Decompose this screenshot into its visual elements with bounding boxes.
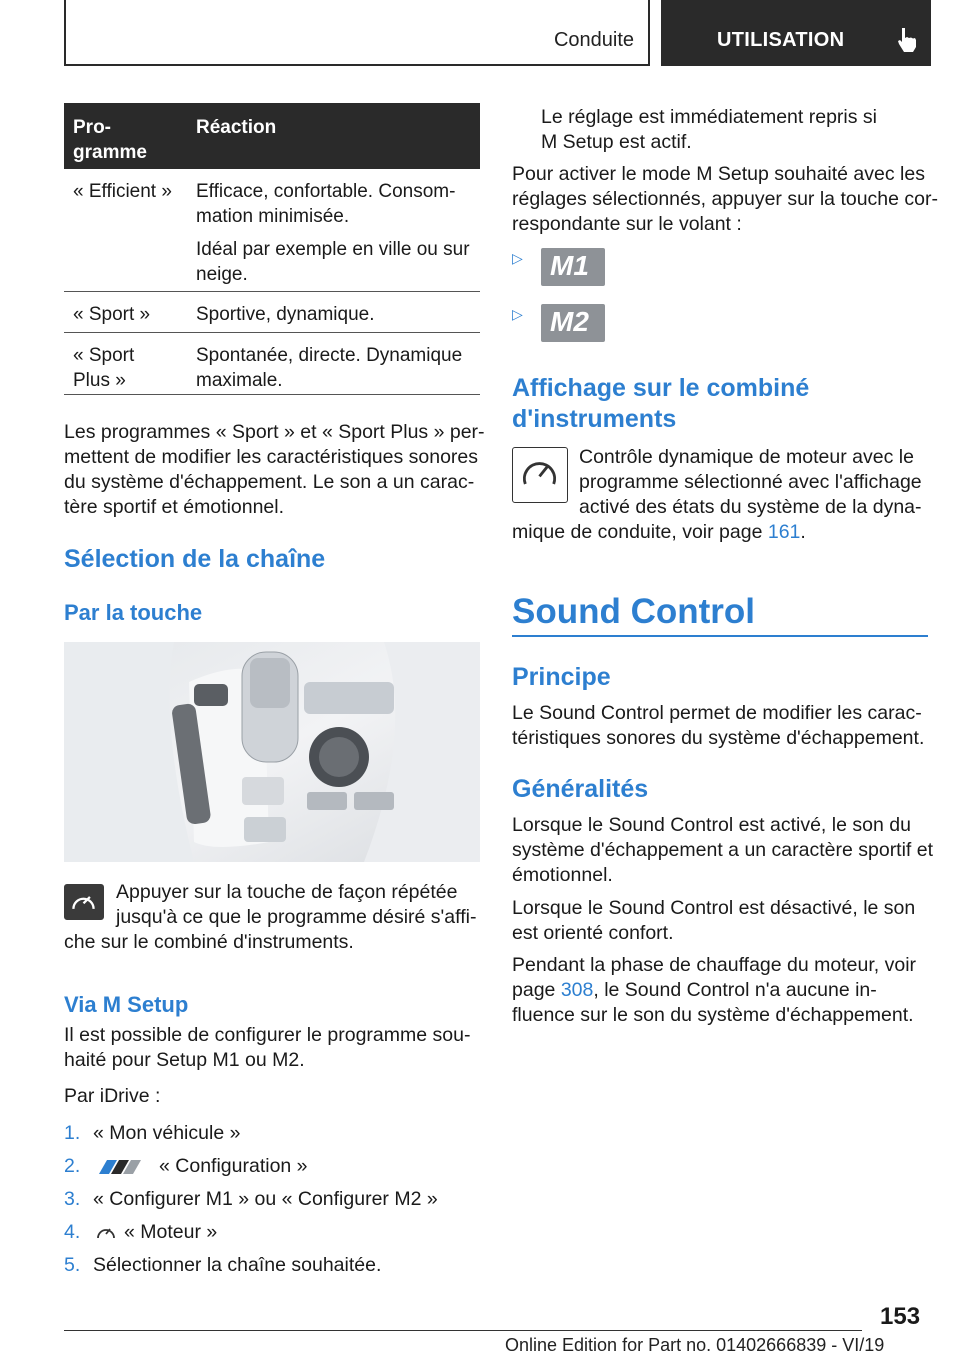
programs-note: Les programmes « Sport » et « Sport Plus » per- mettent de modifier les caractéristiques sonores du système d'échappement. Le son a un carac- tère sportif et émotionnel. [64, 421, 485, 518]
m1-button-image [541, 248, 605, 286]
header-section-box [64, 0, 650, 66]
step-number: 3. [64, 1188, 81, 1210]
table-cell-reaction [196, 169, 480, 287]
msetup-heading: Via M Setup [64, 992, 189, 1017]
list-item [64, 1121, 480, 1154]
msetup-text: Il est possible de configurer le programme sou- haité pour Setup M1 ou M2. [64, 1024, 471, 1071]
header-chapter: UTILISATION [717, 29, 845, 51]
table-header-program: Pro- gramme [73, 117, 147, 163]
list-item [64, 1253, 480, 1286]
footer-rule [64, 1330, 862, 1331]
edition-note: Online Edition for Part no. 01402666839 - VI/19 [505, 1335, 885, 1355]
table-cell-program: « Sport Plus » [73, 345, 135, 391]
list-item [64, 1154, 480, 1187]
list-item [64, 1220, 480, 1253]
step-number: 2. [64, 1155, 81, 1177]
m2-label: M2 [550, 306, 589, 337]
selection-heading: Sélection de la chaîne [64, 545, 326, 573]
button-note-2: che sur le combiné d'instruments. [64, 931, 354, 953]
page-link-308[interactable]: 308 [560, 979, 594, 1001]
reaction-text: Sportive, dynamique. [196, 304, 375, 325]
display-heading: Affichage sur le combiné d'instruments [512, 374, 810, 433]
center-console-image [64, 642, 480, 862]
sound-control-heading: Sound Control [512, 592, 756, 631]
pointing-hand-icon [894, 26, 920, 54]
page-number: 153 [880, 1303, 921, 1330]
reaction-text: Spontanée, directe. Dynamique maximale. [196, 345, 463, 391]
button-note-1: Appuyer sur la touche de façon répétée jusqu'à ce que le programme désiré s'affi- [116, 881, 477, 928]
table-cell-reaction [196, 333, 480, 393]
general-text-3a: Pendant la phase de chauffage du moteur, voir page [512, 954, 917, 1001]
dynamic-control-icon [64, 884, 104, 920]
step-number: 4. [64, 1221, 81, 1243]
header-chapter-box [661, 0, 931, 66]
gauge-icon [95, 1222, 117, 1242]
table-row [64, 333, 480, 395]
dynamic-control-icon [512, 447, 568, 503]
table-header-reaction: Réaction [196, 117, 277, 138]
general-text-2: Lorsque le Sound Control est désactivé, le son est orienté confort. [512, 897, 916, 944]
table-cell-program: « Efficient » [73, 181, 172, 202]
idrive-label: Par iDrive : [64, 1085, 161, 1107]
table-row [64, 292, 480, 333]
display-text-1: Contrôle dynamique de moteur avec le programme sélectionné avec l'affichage activé des états du système de la dyna- [579, 446, 922, 518]
general-text-3 [512, 953, 916, 1028]
bullet-triangle-icon: ▷ [512, 306, 523, 322]
reaction-text: Idéal par exemple en ville ou sur neige. [196, 239, 470, 285]
reaction-text: Efficace, confortable. Consom- mation minimisée. [196, 181, 456, 227]
button-heading: Par la touche [64, 600, 203, 625]
display-text-2-label: mique de conduite, voir page [512, 521, 768, 543]
m2-button-image [541, 304, 605, 342]
principle-heading: Principe [512, 663, 611, 691]
step-text: « Mon véhicule » [93, 1122, 241, 1144]
step-text: « Moteur » [124, 1221, 218, 1243]
page-link-161[interactable]: 161 [767, 521, 801, 543]
display-text-2: mique de conduite, voir page 161. [512, 521, 806, 543]
table-row [64, 169, 480, 292]
bullet-triangle-icon: ▷ [512, 250, 523, 266]
steps-list [64, 1121, 480, 1286]
step-text: Sélectionner la chaîne souhaitée. [93, 1254, 382, 1276]
table-cell-program: « Sport » [73, 304, 151, 325]
list-item [64, 1187, 480, 1220]
general-text-3b: , le Sound Control n'a aucune in- fluence sur le son du système d'échappement. [512, 979, 914, 1026]
m-stripes-icon [93, 1160, 149, 1174]
heading-rule [512, 635, 928, 637]
m1-label: M1 [550, 250, 589, 281]
immediate-note: Le réglage est immédiatement repris si M Setup est actif. [541, 106, 877, 153]
header-section: Conduite [553, 29, 634, 51]
table-cell-reaction [196, 292, 480, 327]
program-table [64, 103, 480, 395]
principle-text: Le Sound Control permet de modifier les carac- téristiques sonores du système d'échappement. [512, 702, 925, 749]
activate-note: Pour activer le mode M Setup souhaité avec les réglages sélectionnés, appuyer sur la touche cor- respondante sur le volant : [512, 163, 938, 235]
table-header [64, 103, 480, 169]
step-text: « Configuration » [159, 1155, 308, 1177]
step-number: 1. [64, 1122, 81, 1144]
general-text-1: Lorsque le Sound Control est activé, le son du système d'échappement a un caractère sportif et émotionnel. [512, 814, 934, 886]
step-text: « Configurer M1 » ou « Configurer M2 » [93, 1188, 438, 1210]
step-number: 5. [64, 1254, 81, 1276]
general-heading: Généralités [512, 775, 649, 803]
